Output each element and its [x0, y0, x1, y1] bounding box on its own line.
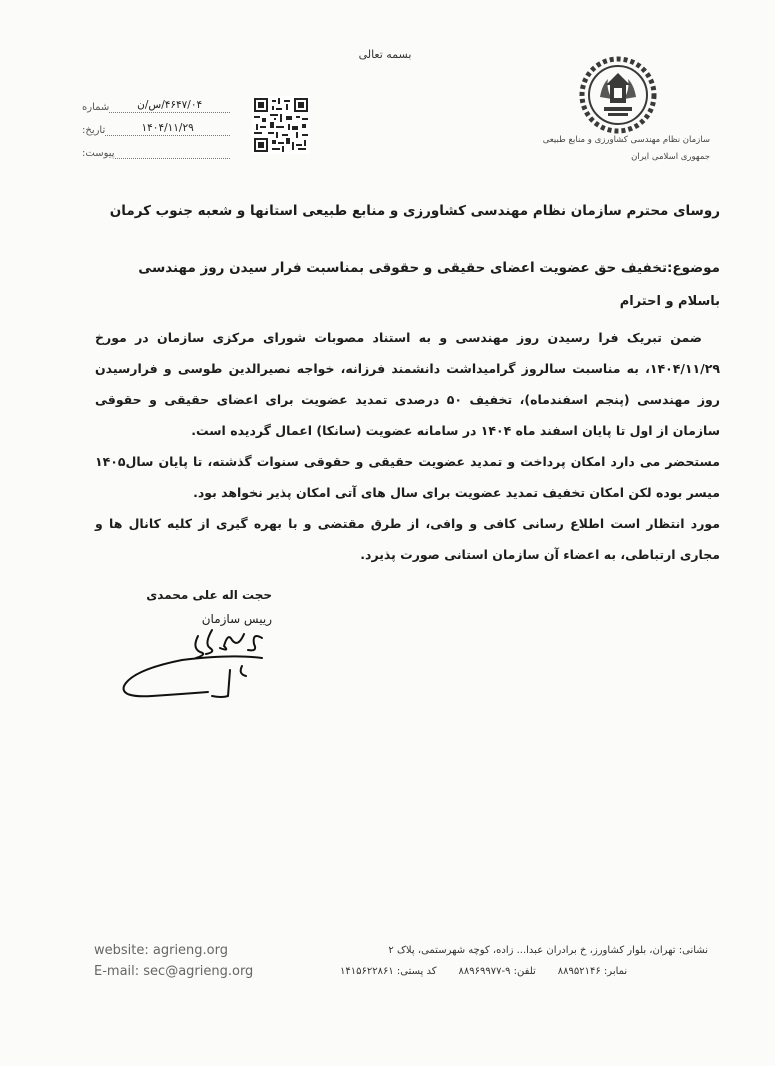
letter-attachment-row — [82, 136, 232, 159]
letter-attachment-value — [115, 157, 230, 159]
letter-body — [95, 322, 720, 570]
organization-name: سازمان نظام مهندسی کشاورزی و منابع طبیعی — [542, 135, 710, 145]
bismillah-heading: بسمه تعالی — [358, 48, 412, 61]
handwritten-signature-icon — [112, 618, 282, 703]
organization-country: جمهوری اسلامی ایران — [631, 152, 710, 162]
letter-date-label: تاریخ: — [82, 125, 106, 136]
body-paragraph-1: ضمن تبریک فرا رسیدن روز مهندسی و به استناد مصوبات شورای مرکزی سازمان در مورخ ۱۴۰۴/۱۱/۲۹، به مناسبت سالروز گرامیداشت دانشمند فرزانه، خواجه نصیرالدین طوسی و فرارسیدن روز مهندسی (پنجم اسفندماه)، تخفیف ۵۰ درصدی تمدید عضویت برای اعضای حقیقی و حقوقی سازمان از اول تا پایان اسفند ماه ۱۴۰۴ در سامانه عضویت (سانکا) اعمال گردیده است. — [95, 330, 720, 438]
letter-meta — [82, 90, 232, 159]
footer-numbers — [340, 961, 708, 982]
footer-website: website: agrieng.org — [94, 943, 228, 958]
letter-attachment-label: پیوست: — [82, 148, 115, 159]
footer-address: نشانی: تهران، بلوار کشاورز، خ برادران عبدا... زاده، کوچه شهرستمی، پلاک ۲ — [388, 945, 708, 956]
footer-postal-code: کد پستی: ۱۴۱۵۶۲۲۸۶۱ — [340, 966, 437, 977]
letter-date-value: ۱۴۰۴/۱۱/۲۹ — [105, 122, 230, 136]
letter-number-value: ۴۶۴۷/۰۴/س/ن — [109, 99, 230, 113]
qr-code-icon — [252, 96, 310, 154]
letter-salutation: باسلام و احترام — [619, 294, 720, 309]
footer-email: E-mail: sec@agrieng.org — [94, 964, 254, 979]
organization-emblem-icon — [578, 55, 658, 135]
footer-contact — [94, 940, 294, 982]
letter-date-row — [82, 113, 232, 136]
footer-fax: نمابر: ۸۸۹۵۲۱۴۶ — [557, 966, 628, 977]
letter-number-row — [82, 90, 232, 113]
signer-title: رییس سازمان — [201, 612, 272, 626]
body-paragraph-3: مورد انتظار است اطلاع رسانی کافی و وافی، از طرق مقتضی و با بهره گیری از کلیه کانال ها و مجاری ارتباطی، به اعضاء آن سازمان استانی صورت پذیرد. — [95, 516, 720, 562]
letter-recipient: روسای محترم سازمان نظام مهندسی کشاورزی و منابع طبیعی استانها و شعبه جنوب کرمان — [109, 203, 720, 219]
footer-address-block — [340, 940, 708, 982]
body-paragraph-2: مستحضر می دارد امکان پرداخت و تمدید عضویت حقیقی و حقوقی سنوات گذشته، تا پایان سال۱۴۰۵ میسر بوده لکن امکان تخفیف تمدید عضویت برای سال های آتی امکان پذیر نخواهد بود. — [95, 454, 720, 500]
footer-phone: تلفن: ۹-۸۸۹۶۹۹۷۷ — [458, 966, 536, 977]
signer-name: حجت اله علی محمدی — [146, 588, 272, 602]
letter-subject: موضوع:تخفیف حق عضویت اعضای حقیقی و حقوقی بمناسبت فرار سیدن روز مهندسی — [138, 260, 720, 276]
letter-number-label: شماره — [82, 102, 110, 113]
